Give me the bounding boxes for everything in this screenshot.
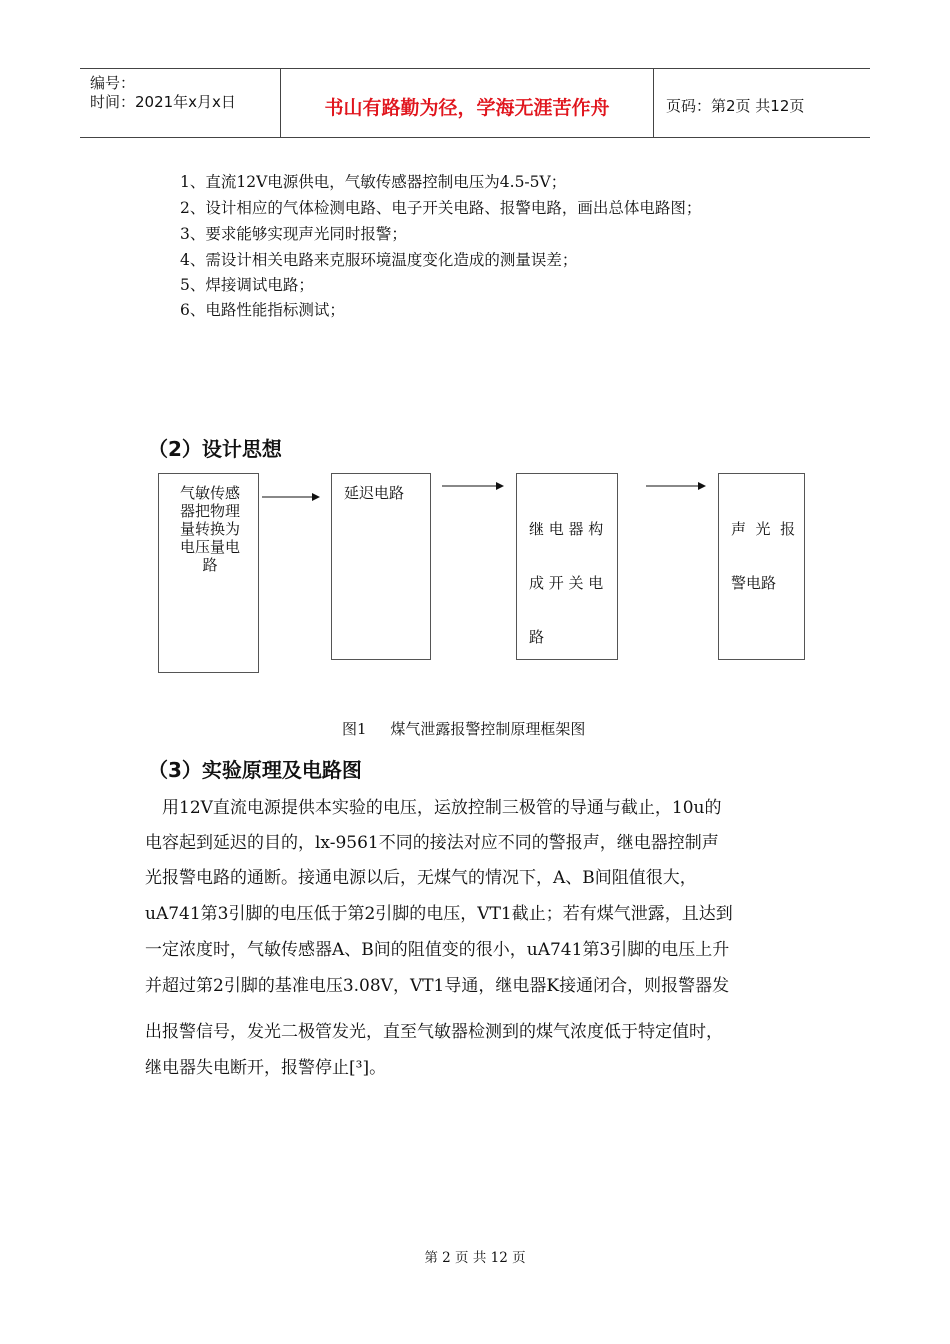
block-delay-text: 延迟电路 xyxy=(344,484,405,502)
requirement-item: 3、要求能够实现声光同时报警； xyxy=(180,225,407,243)
requirement-item: 1、直流12V电源供电，气敏传感器控制电压为4.5-5V； xyxy=(180,173,567,191)
figure-caption: 图1 煤气泄露报警控制原理框架图 xyxy=(342,720,586,738)
section-2-heading: （2）设计思想 xyxy=(148,437,282,461)
requirement-item: 4、需设计相关电路来克服环境温度变化造成的测量误差； xyxy=(180,251,578,269)
block-alarm xyxy=(718,473,805,660)
arrow-icon xyxy=(262,490,322,504)
paragraph-line: uA741第3引脚的电压低于第2引脚的电压，VT1截止；若有煤气泄露，且达到 xyxy=(145,904,733,924)
arrow-icon xyxy=(646,479,708,493)
header-meta-cell xyxy=(80,69,281,137)
block-alarm-text: 声 光 报 警电路 xyxy=(731,520,796,592)
header-page-info: 页码：第2页 共12页 xyxy=(666,97,805,115)
paragraph-line: 光报警电路的通断。接通电源以后，无煤气的情况下，A、B间阻值很大， xyxy=(145,868,697,888)
requirement-item: 2、设计相应的气体检测电路、电子开关电路、报警电路，画出总体电路图； xyxy=(180,199,702,217)
paragraph-line: 并超过第2引脚的基准电压3.08V，VT1导通，继电器K接通闭合，则报警器发 xyxy=(145,976,730,996)
header-motto-cell xyxy=(281,69,654,137)
block-delay xyxy=(331,473,431,660)
page-footer: 第 2 页 共 12 页 xyxy=(424,1250,526,1266)
paragraph-line: 一定浓度时，气敏传感器A、B间的阻值变的很小，uA741第3引脚的电压上升 xyxy=(145,940,730,960)
paragraph-line: 继电器失电断开，报警停止[³]。 xyxy=(145,1058,387,1078)
paragraph-line: 电容起到延迟的目的，lx-9561不同的接法对应不同的警报声，继电器控制声 xyxy=(145,833,719,853)
motto-text: 书山有路勤为径，学海无涯苦作舟 xyxy=(324,97,610,119)
page-header xyxy=(80,68,870,138)
paragraph-line: 用12V直流电源提供本实验的电压，运放控制三极管的导通与截止，10u的 xyxy=(145,798,722,818)
block-relay xyxy=(516,473,618,660)
block-sensor xyxy=(158,473,259,673)
block-relay-text: 继 电 器 构 成 开 关 电 路 xyxy=(529,520,604,646)
requirement-item: 5、焊接调试电路； xyxy=(180,276,314,294)
date-label: 时间：2021年x月x日 xyxy=(90,93,236,111)
paragraph-line: 出报警信号，发光二极管发光，直至气敏器检测到的煤气浓度低于特定值时， xyxy=(145,1022,723,1042)
section-3-heading: （3）实验原理及电路图 xyxy=(148,758,362,782)
header-page-cell xyxy=(654,69,870,137)
serial-number-label: 编号： xyxy=(90,74,136,92)
arrow-icon xyxy=(442,479,506,493)
block-sensor-text: 气敏传感 器把物理 量转换为 电压量电 路 xyxy=(179,484,240,574)
requirement-item: 6、电路性能指标测试； xyxy=(180,301,345,319)
